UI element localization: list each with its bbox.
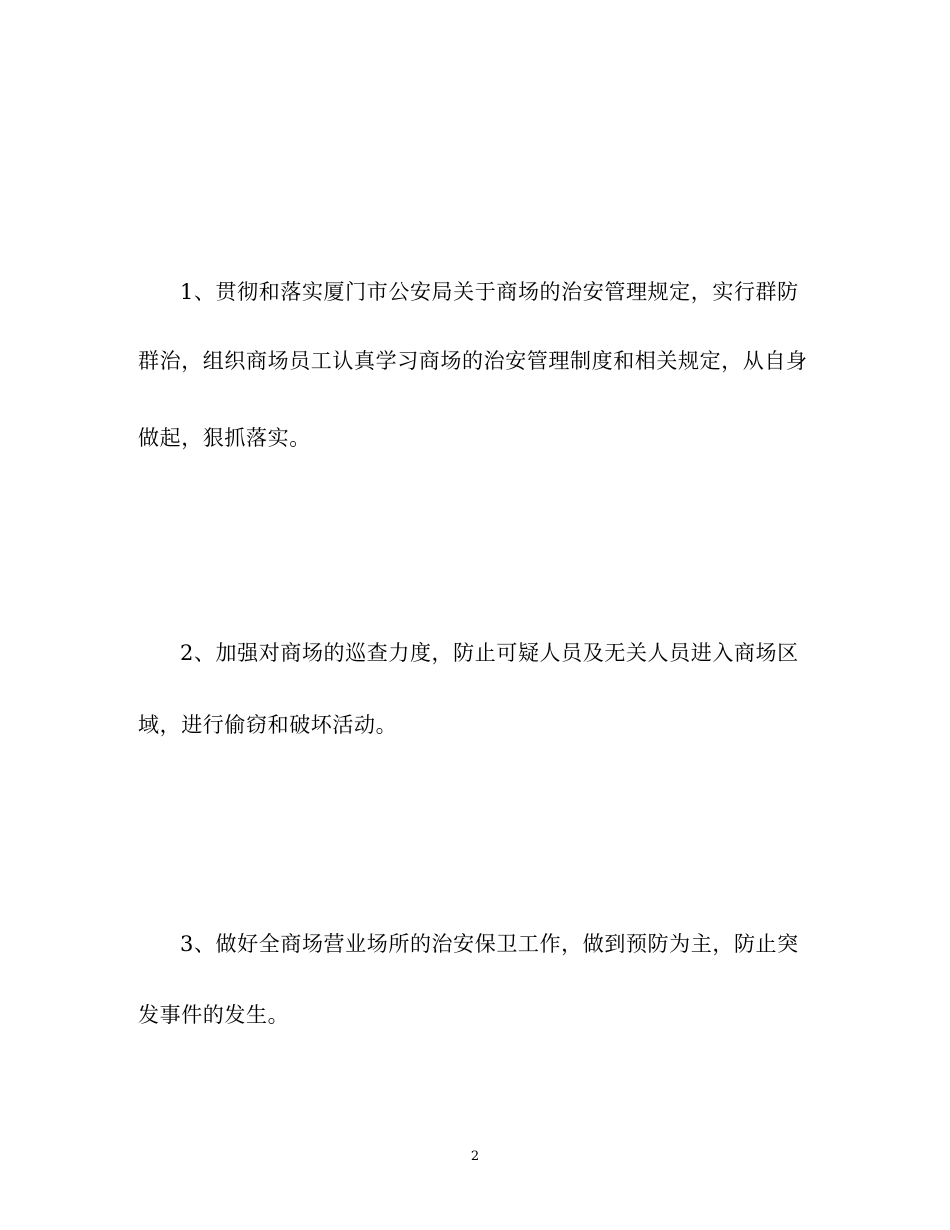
paragraph-1-line-3: 做起，狠抓落实。 — [138, 426, 311, 450]
paragraph-3-line-1: 3、做好全商场营业场所的治安保卫工作，做到预防为主，防止突 — [180, 932, 799, 956]
paragraph-2-line-1: 2、加强对商场的巡查力度，防止可疑人员及无关人员进入商场区 — [180, 641, 799, 665]
page-number: 2 — [470, 1149, 480, 1164]
paragraph-1-line-2: 群治，组织商场员工认真学习商场的治安管理制度和相关规定，从自身 — [138, 349, 808, 373]
paragraph-3-line-2: 发事件的发生。 — [138, 1003, 290, 1027]
paragraph-1-line-1: 1、贯彻和落实厦门市公安局关于商场的治安管理规定，实行群防 — [180, 280, 799, 304]
paragraph-2-line-2: 域，进行偷窃和破坏活动。 — [138, 713, 398, 737]
